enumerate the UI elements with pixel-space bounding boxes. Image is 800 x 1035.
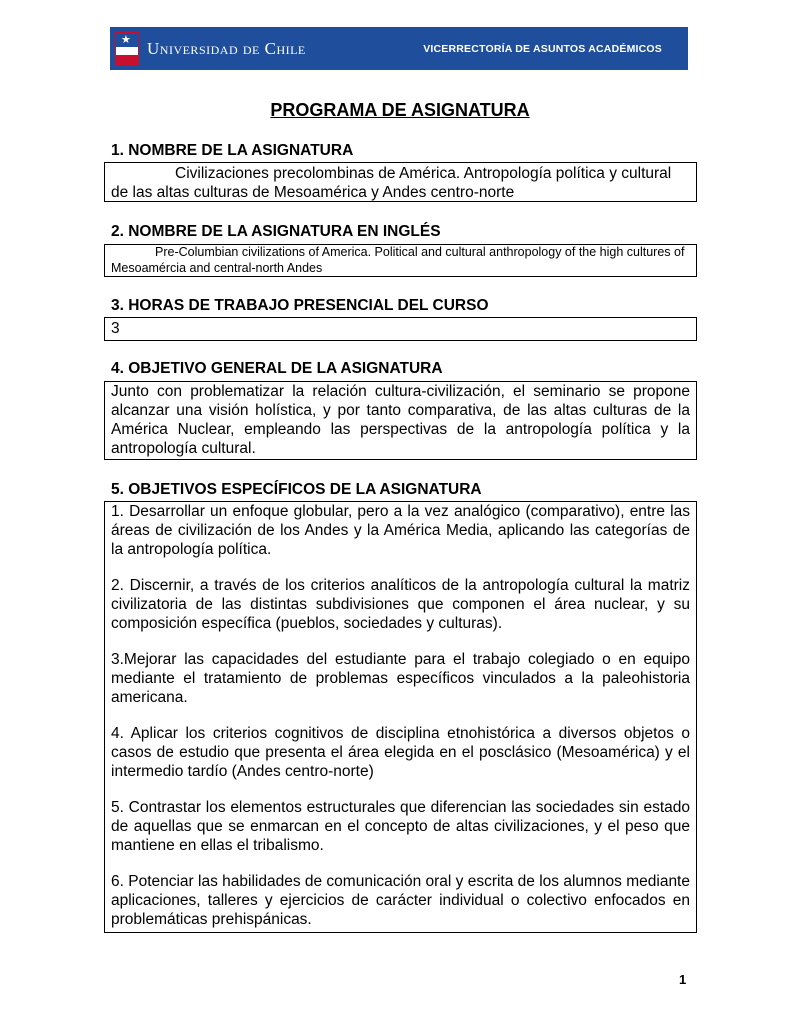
- section-2-heading: 2. NOMBRE DE LA ASIGNATURA EN INGLÉS: [111, 223, 441, 240]
- section-3-box: [104, 317, 697, 341]
- section-4-box: [104, 381, 697, 460]
- university-name: Universidad de Chile: [147, 38, 306, 58]
- specific-objective-3: 3.Mejorar las capacidades del estudiante para el trabajo colegiado o en equipo mediante el tratamiento de problemas específicos vinculados a la paleohistoria americana.: [111, 651, 690, 706]
- specific-objective-6: 6. Potenciar las habilidades de comunicación oral y escrita de los alumnos mediante aplicaciones, talleres y ejercicios de carácter individual o colectivo enfocados en problemáticas prehispánicas.: [111, 873, 690, 928]
- section-4-heading: 4. OBJETIVO GENERAL DE LA ASIGNATURA: [111, 360, 443, 377]
- page-number: 1: [679, 972, 687, 987]
- specific-objective-2: 2. Discernir, a través de los criterios analíticos de la antropología cultural la matriz civilizatoria de las distintas subdivisiones que componen el área nuclear, y su composición específica (pueblos, sociedades y culturas).: [111, 577, 690, 632]
- general-objective: Junto con problematizar la relación cultura-civilización, el seminario se propone alcanzar una visión holística, y por tanto comparativa, de las altas culturas de la América Nuclear, empleando las perspectivas de la antropología política y la antropología cultural.: [111, 383, 690, 457]
- section-3-heading: 3. HORAS DE TRABAJO PRESENCIAL DEL CURSO: [111, 297, 489, 314]
- header-banner: [110, 27, 688, 70]
- specific-objective-4: 4. Aplicar los criterios cognitivos de disciplina etnohistórica a diversos objetos o casos de estudio que presenta el área elegida en el posclásico (Mesoamérica) y el intermedio tardío (Andes centro-norte): [111, 725, 690, 780]
- section-2-box: [104, 244, 697, 277]
- course-name-es: Civilizaciones precolombinas de América. Antropología política y cultural de las altas culturas de Mesoamérica y Andes centro-norte: [111, 165, 672, 201]
- university-crest-icon: ★: [115, 32, 139, 66]
- specific-objective-5: 5. Contrastar los elementos estructurales que diferencian las sociedades sin estado de aquellas que se enmarcan en el concepto de altas civilizaciones, y el peso que mantiene en ellas el tribalismo.: [111, 799, 690, 854]
- course-name-en: Pre-Columbian civilizations of America. Political and cultural anthropology of the high cultures of Mesoamércia and central-north Andes: [111, 245, 685, 275]
- section-5-heading: 5. OBJETIVOS ESPECÍFICOS DE LA ASIGNATURA: [111, 481, 482, 498]
- section-1-box: [104, 162, 697, 202]
- page-title: PROGRAMA DE ASIGNATURA: [270, 100, 530, 120]
- section-1-heading: 1. NOMBRE DE LA ASIGNATURA: [111, 142, 354, 159]
- specific-objective-1: 1. Desarrollar un enfoque globular, pero a la vez analógico (comparativo), entre las áreas de civilización de los Andes y la América Media, aplicando las categorías de la antropología política.: [111, 503, 690, 558]
- contact-hours: 3: [111, 320, 120, 337]
- office-name: VICERRECTORÍA DE ASUNTOS ACADÉMICOS: [423, 42, 662, 55]
- section-5-box: [104, 501, 697, 933]
